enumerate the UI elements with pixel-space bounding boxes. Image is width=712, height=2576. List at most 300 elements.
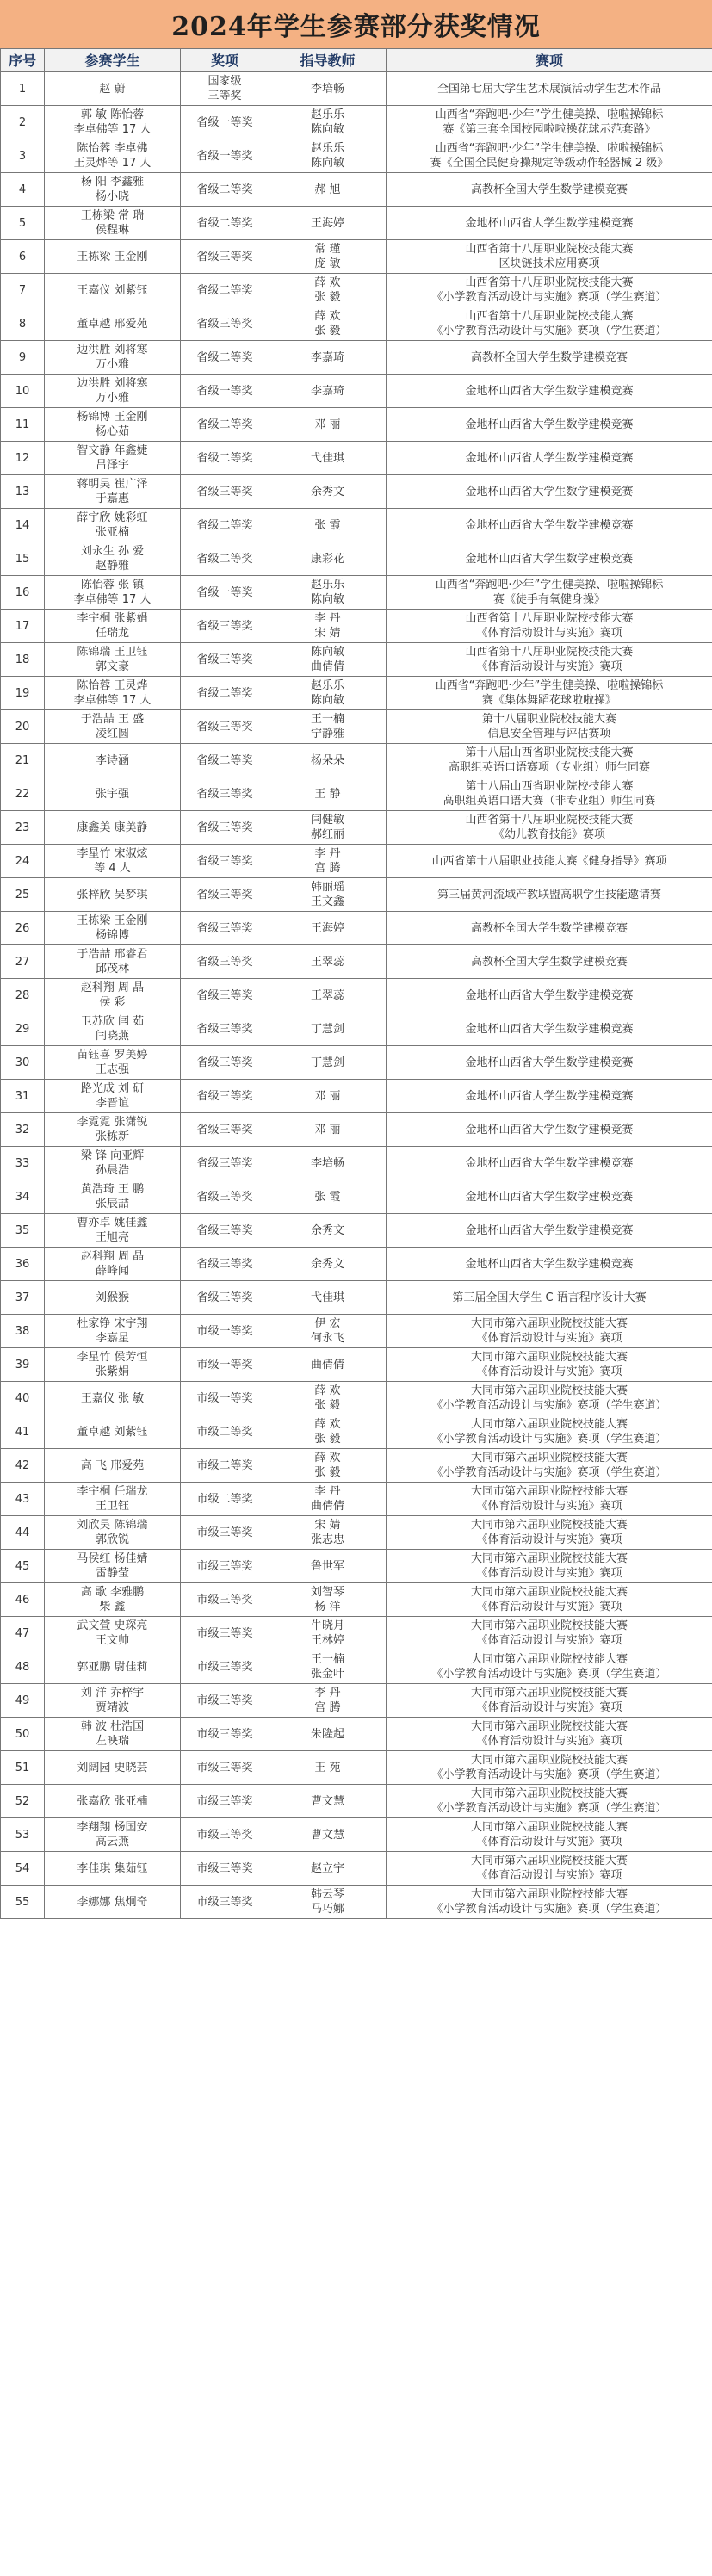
table-row xyxy=(1,307,712,341)
award-level-cell xyxy=(181,744,269,777)
event-name: 第十八届山西省职业院校技能大赛 xyxy=(465,746,634,759)
award-level: 省级二等奖 xyxy=(196,350,253,364)
teacher-name: 张金叶 xyxy=(310,1668,344,1681)
award-level: 省级二等奖 xyxy=(196,753,253,767)
event-name-cell xyxy=(387,610,712,643)
teacher-names-cell xyxy=(269,912,387,945)
teacher-name: 杨朵朵 xyxy=(310,753,344,767)
teacher-name: 赵乐乐 xyxy=(310,579,344,591)
teacher-names-cell xyxy=(269,979,387,1012)
student-names-cell xyxy=(45,1818,181,1852)
row-number: 38 xyxy=(1,1315,45,1348)
award-level: 省级三等奖 xyxy=(196,485,253,498)
student-name: 邱茂林 xyxy=(95,963,129,975)
table-row xyxy=(1,1012,712,1046)
table-row xyxy=(1,912,712,945)
event-name: 《小学教育活动设计与实施》赛项（学生赛道） xyxy=(431,1668,667,1681)
student-name: 张栋新 xyxy=(95,1130,129,1143)
event-name: 大同市第六届职业院校技能大赛 xyxy=(470,1586,628,1599)
award-level: 三等奖 xyxy=(207,90,242,102)
event-name-cell xyxy=(387,1248,712,1281)
row-number: 22 xyxy=(1,777,45,811)
event-name: 金地杯山西省大学生数学建模竞赛 xyxy=(465,988,634,1002)
teacher-name: 张 毅 xyxy=(314,1466,341,1479)
award-level-cell xyxy=(181,1147,269,1180)
event-name-cell xyxy=(387,475,712,509)
award-level-cell xyxy=(181,610,269,643)
event-name-cell xyxy=(387,1684,712,1718)
award-level: 省级三等奖 xyxy=(196,921,253,935)
event-name-cell xyxy=(387,240,712,274)
teacher-name: 王 苑 xyxy=(314,1761,341,1774)
award-level-cell xyxy=(181,845,269,878)
header-no: 序号 xyxy=(1,49,45,72)
award-level-cell xyxy=(181,240,269,274)
event-name-cell xyxy=(387,1382,712,1415)
award-level: 省级三等奖 xyxy=(196,1056,253,1069)
event-name: 大同市第六届职业院校技能大赛 xyxy=(470,1687,628,1700)
award-level: 省级三等奖 xyxy=(196,317,253,331)
event-name-cell xyxy=(387,1818,712,1852)
student-names-cell xyxy=(45,610,181,643)
event-name-cell xyxy=(387,710,712,744)
student-names-cell xyxy=(45,710,181,744)
student-name: 郭文豪 xyxy=(95,660,129,673)
table-row xyxy=(1,1113,712,1147)
award-level-cell xyxy=(181,1852,269,1886)
award-level-cell xyxy=(181,1415,269,1449)
teacher-name: 赵乐乐 xyxy=(310,679,344,692)
event-name: 《体育活动设计与实施》赛项 xyxy=(476,1601,622,1613)
event-name-cell xyxy=(387,1214,712,1248)
student-name: 陈锦瑞 王卫钰 xyxy=(77,646,148,659)
award-level: 省级三等奖 xyxy=(196,888,253,901)
table-row xyxy=(1,1214,712,1248)
teacher-name: 张 毅 xyxy=(314,1399,341,1412)
student-names-cell xyxy=(45,1449,181,1483)
student-names-cell xyxy=(45,1550,181,1583)
award-level: 国家级 xyxy=(207,75,242,88)
award-level: 省级二等奖 xyxy=(196,283,253,297)
event-name: 山西省第十八届职业院校技能大赛 xyxy=(465,243,634,256)
row-number: 3 xyxy=(1,139,45,173)
teacher-name: 丁慧剑 xyxy=(310,1056,344,1069)
teacher-names-cell xyxy=(269,475,387,509)
student-names-cell xyxy=(45,1080,181,1113)
award-level: 市级二等奖 xyxy=(196,1492,253,1506)
row-number: 4 xyxy=(1,173,45,207)
student-name: 侯程琳 xyxy=(95,224,129,237)
student-names-cell xyxy=(45,1214,181,1248)
award-level-cell xyxy=(181,1818,269,1852)
student-names-cell xyxy=(45,1012,181,1046)
student-name: 于嘉惠 xyxy=(95,492,129,505)
event-name: 第十八届山西省职业院校技能大赛 xyxy=(465,780,634,793)
student-names-cell xyxy=(45,1751,181,1785)
teacher-name: 闫健敏 xyxy=(310,814,344,827)
table-row xyxy=(1,610,712,643)
teacher-name: 王文鑫 xyxy=(310,895,344,908)
award-level-cell xyxy=(181,1751,269,1785)
award-level-cell xyxy=(181,307,269,341)
teacher-names-cell xyxy=(269,1382,387,1415)
teacher-names-cell xyxy=(269,542,387,576)
row-number: 32 xyxy=(1,1113,45,1147)
teacher-names-cell xyxy=(269,1348,387,1382)
student-name: 刘 洋 乔梓宇 xyxy=(80,1687,145,1700)
teacher-names-cell xyxy=(269,1214,387,1248)
teacher-names-cell xyxy=(269,1248,387,1281)
teacher-names-cell xyxy=(269,1785,387,1818)
event-name-cell xyxy=(387,408,712,442)
student-name: 智文静 年鑫婕 xyxy=(77,444,148,457)
event-name: 大同市第六届职业院校技能大赛 xyxy=(470,1619,628,1632)
student-names-cell xyxy=(45,1483,181,1516)
student-name: 高 飞 邢爱苑 xyxy=(80,1458,145,1472)
teacher-name: 朱隆起 xyxy=(310,1727,344,1741)
event-name-cell xyxy=(387,1852,712,1886)
award-level: 省级三等奖 xyxy=(196,1190,253,1204)
student-name: 赵 蔚 xyxy=(99,82,126,96)
student-name: 赵科翔 周 晶 xyxy=(80,981,145,994)
student-names-cell xyxy=(45,375,181,408)
row-number: 33 xyxy=(1,1147,45,1180)
row-number: 5 xyxy=(1,207,45,240)
student-name: 王栋梁 常 瑞 xyxy=(80,209,145,222)
award-level: 市级三等奖 xyxy=(196,1660,253,1674)
award-level: 市级三等奖 xyxy=(196,1694,253,1707)
student-name: 陈怡蓉 张 镇 xyxy=(80,579,145,591)
teacher-names-cell xyxy=(269,1617,387,1650)
teacher-name: 常 瑾 xyxy=(314,243,341,256)
event-name: 大同市第六届职业院校技能大赛 xyxy=(470,1552,628,1565)
teacher-name: 薛 欢 xyxy=(314,1384,341,1397)
event-name: 《体育活动设计与实施》赛项 xyxy=(476,1533,622,1546)
row-number: 42 xyxy=(1,1449,45,1483)
event-name: 高职组英语口语赛项（专业组）师生同赛 xyxy=(448,761,650,774)
event-name-cell xyxy=(387,677,712,710)
student-name: 郭亚鹏 尉佳莉 xyxy=(77,1660,148,1674)
event-name: 金地杯山西省大学生数学建模竞赛 xyxy=(465,1022,634,1036)
teacher-name: 张 霞 xyxy=(314,1190,341,1204)
event-name: 金地杯山西省大学生数学建模竞赛 xyxy=(465,552,634,566)
event-name-cell xyxy=(387,811,712,845)
student-name: 王灵烨等 17 人 xyxy=(73,157,152,170)
page-title: 2024年学生参赛部分获奖情况 xyxy=(0,0,712,49)
teacher-name: 宁静雅 xyxy=(310,728,344,740)
award-level-cell xyxy=(181,1080,269,1113)
award-level: 省级三等奖 xyxy=(196,988,253,1002)
event-name: 山西省第十八届职业院校技能大赛 xyxy=(465,276,634,289)
event-name: 《体育活动设计与实施》赛项 xyxy=(476,1567,622,1580)
student-names-cell xyxy=(45,845,181,878)
student-name: 边洪胜 刘将寒 xyxy=(77,344,148,356)
student-names-cell xyxy=(45,341,181,375)
student-name: 张辰喆 xyxy=(95,1198,129,1211)
event-name-cell xyxy=(387,72,712,106)
event-name: 金地杯山西省大学生数学建模竞赛 xyxy=(465,1056,634,1069)
table-row xyxy=(1,240,712,274)
award-level-cell xyxy=(181,1449,269,1483)
event-name: 《体育活动设计与实施》赛项 xyxy=(476,1735,622,1748)
student-name: 柴 鑫 xyxy=(99,1601,126,1613)
award-level: 省级三等奖 xyxy=(196,1223,253,1237)
table-row xyxy=(1,207,712,240)
student-name: 任瑞龙 xyxy=(95,627,129,640)
student-name: 陈怡蓉 王灵烨 xyxy=(77,679,148,692)
event-name-cell xyxy=(387,1516,712,1550)
event-name: 《体育活动设计与实施》赛项 xyxy=(476,627,622,640)
teacher-name: 曹文慧 xyxy=(310,1828,344,1842)
event-name-cell xyxy=(387,1483,712,1516)
event-name: 《体育活动设计与实施》赛项 xyxy=(476,1365,622,1378)
table-row xyxy=(1,139,712,173)
row-number: 1 xyxy=(1,72,45,106)
row-number: 36 xyxy=(1,1248,45,1281)
award-level: 省级二等奖 xyxy=(196,183,253,196)
award-level-cell xyxy=(181,341,269,375)
row-number: 17 xyxy=(1,610,45,643)
student-name: 梁 锋 向亚辉 xyxy=(80,1149,145,1162)
table-row xyxy=(1,845,712,878)
award-level-cell xyxy=(181,1886,269,1919)
table-row xyxy=(1,677,712,710)
student-name: 张嘉欣 张亚楠 xyxy=(77,1794,148,1808)
award-level: 市级三等奖 xyxy=(196,1794,253,1808)
event-name: 《小学教育活动设计与实施》赛项（学生赛道） xyxy=(431,1903,667,1916)
event-name: 《体育活动设计与实施》赛项 xyxy=(476,1634,622,1647)
table-row xyxy=(1,408,712,442)
award-level-cell xyxy=(181,1214,269,1248)
row-number: 52 xyxy=(1,1785,45,1818)
award-level-cell xyxy=(181,139,269,173)
student-names-cell xyxy=(45,878,181,912)
student-name: 张宇强 xyxy=(95,787,129,801)
student-name: 蒋明昊 崔广泽 xyxy=(77,478,148,491)
student-name: 李嘉星 xyxy=(95,1332,129,1345)
teacher-name: 宋 婧 xyxy=(314,1519,341,1532)
student-name: 曹亦卓 姚佳鑫 xyxy=(77,1217,148,1229)
teacher-names-cell xyxy=(269,677,387,710)
table-row xyxy=(1,1449,712,1483)
award-level-cell xyxy=(181,173,269,207)
student-names-cell xyxy=(45,1583,181,1617)
student-name: 闫晓燕 xyxy=(95,1030,129,1043)
table-row xyxy=(1,1046,712,1080)
award-level: 省级一等奖 xyxy=(196,115,253,129)
teacher-names-cell xyxy=(269,1315,387,1348)
student-name: 董卓越 邢爱苑 xyxy=(77,317,148,331)
event-name: 山西省“奔跑吧·少年”学生健美操、啦啦操锦标 xyxy=(435,108,664,121)
event-name-cell xyxy=(387,1012,712,1046)
teacher-name: 王海婷 xyxy=(310,921,344,935)
student-names-cell xyxy=(45,274,181,307)
row-number: 7 xyxy=(1,274,45,307)
event-name: 大同市第六届职业院校技能大赛 xyxy=(470,1754,628,1767)
table-row xyxy=(1,1180,712,1214)
award-level-cell xyxy=(181,1382,269,1415)
row-number: 19 xyxy=(1,677,45,710)
teacher-names-cell xyxy=(269,1684,387,1718)
event-name: 金地杯山西省大学生数学建模竞赛 xyxy=(465,1156,634,1170)
student-names-cell xyxy=(45,106,181,139)
event-name: 大同市第六届职业院校技能大赛 xyxy=(470,1787,628,1800)
event-name: 高职组英语口语大赛（非专业组）师生同赛 xyxy=(443,795,656,808)
event-name-cell xyxy=(387,1785,712,1818)
award-level: 省级三等奖 xyxy=(196,955,253,969)
student-name: 李卓佛等 17 人 xyxy=(73,593,152,606)
event-name: 金地杯山西省大学生数学建模竞赛 xyxy=(465,518,634,532)
student-name: 杜家铮 宋宇翔 xyxy=(77,1317,148,1330)
event-name: 赛《全国全民健身操规定等级动作轻器械 2 级》 xyxy=(430,157,669,170)
row-number: 12 xyxy=(1,442,45,475)
award-level: 省级三等奖 xyxy=(196,1156,253,1170)
student-names-cell xyxy=(45,1516,181,1550)
table-row xyxy=(1,173,712,207)
event-name: 金地杯山西省大学生数学建模竞赛 xyxy=(465,1190,634,1204)
table-row xyxy=(1,576,712,610)
header-award: 奖项 xyxy=(181,49,269,72)
award-level: 省级三等奖 xyxy=(196,720,253,734)
teacher-names-cell xyxy=(269,945,387,979)
student-names-cell xyxy=(45,542,181,576)
event-name: 《体育活动设计与实施》赛项 xyxy=(476,1332,622,1345)
teacher-name: 余秀文 xyxy=(310,1223,344,1237)
teacher-names-cell xyxy=(269,139,387,173)
award-level-cell xyxy=(181,1650,269,1684)
award-level: 省级三等奖 xyxy=(196,820,253,834)
teacher-names-cell xyxy=(269,341,387,375)
award-level-cell xyxy=(181,106,269,139)
teacher-names-cell xyxy=(269,1650,387,1684)
student-names-cell xyxy=(45,945,181,979)
event-name: 高教杯全国大学生数学建模竞赛 xyxy=(470,921,628,935)
student-name: 于浩喆 王 盛 xyxy=(80,713,145,726)
student-names-cell xyxy=(45,1315,181,1348)
award-level: 省级三等奖 xyxy=(196,787,253,801)
event-name-cell xyxy=(387,1281,712,1315)
table-row xyxy=(1,1248,712,1281)
teacher-name: 陈向敏 xyxy=(310,646,344,659)
teacher-name: 邓 丽 xyxy=(314,418,341,431)
event-name-cell xyxy=(387,1113,712,1147)
table-row xyxy=(1,979,712,1012)
student-name: 李晋谊 xyxy=(95,1097,129,1110)
student-name: 张亚楠 xyxy=(95,526,129,539)
award-level-cell xyxy=(181,72,269,106)
student-name: 万小雅 xyxy=(95,358,129,371)
teacher-names-cell xyxy=(269,1113,387,1147)
teacher-name: 曲倩倩 xyxy=(310,1500,344,1513)
event-name: 金地杯山西省大学生数学建模竞赛 xyxy=(465,451,634,465)
student-name: 李卓佛等 17 人 xyxy=(73,694,152,707)
teacher-name: 宋 婧 xyxy=(314,627,341,640)
student-name: 董卓越 刘紫钰 xyxy=(77,1425,148,1439)
teacher-name: 邓 丽 xyxy=(314,1123,341,1136)
table-row xyxy=(1,475,712,509)
event-name: 第三届黄河流域产教联盟高职学生技能邀请赛 xyxy=(436,888,661,901)
header-teacher: 指导教师 xyxy=(269,49,387,72)
event-name-cell xyxy=(387,744,712,777)
row-number: 49 xyxy=(1,1684,45,1718)
teacher-name: 薛 欢 xyxy=(314,1418,341,1431)
table-row xyxy=(1,72,712,106)
table-row xyxy=(1,1718,712,1751)
student-name: 张紫娟 xyxy=(95,1365,129,1378)
row-number: 15 xyxy=(1,542,45,576)
table-row xyxy=(1,1617,712,1650)
student-name: 杨 阳 李鑫雅 xyxy=(80,176,145,189)
teacher-name: 曹文慧 xyxy=(310,1794,344,1808)
award-level-cell xyxy=(181,1248,269,1281)
award-level: 省级一等奖 xyxy=(196,149,253,163)
student-names-cell xyxy=(45,509,181,542)
teacher-names-cell xyxy=(269,610,387,643)
student-name: 刘永生 孙 爱 xyxy=(80,545,145,558)
row-number: 55 xyxy=(1,1886,45,1919)
award-level-cell xyxy=(181,1046,269,1080)
teacher-name: 余秀文 xyxy=(310,1257,344,1271)
teacher-name: 弋佳琪 xyxy=(310,451,344,465)
award-level: 市级一等奖 xyxy=(196,1358,253,1372)
event-name: 《幼儿教育技能》赛项 xyxy=(492,828,605,841)
student-names-cell xyxy=(45,1886,181,1919)
row-number: 48 xyxy=(1,1650,45,1684)
row-number: 14 xyxy=(1,509,45,542)
award-level: 省级三等奖 xyxy=(196,250,253,263)
table-row xyxy=(1,643,712,677)
student-name: 陈怡蓉 李卓佛 xyxy=(77,142,148,155)
award-level: 市级三等奖 xyxy=(196,1593,253,1607)
award-level-cell xyxy=(181,1012,269,1046)
teacher-names-cell xyxy=(269,173,387,207)
award-level-cell xyxy=(181,207,269,240)
student-name: 杨锦博 xyxy=(95,929,129,942)
teacher-name: 李 丹 xyxy=(314,1687,341,1700)
award-level: 市级一等奖 xyxy=(196,1391,253,1405)
event-name-cell xyxy=(387,1315,712,1348)
event-name-cell xyxy=(387,1449,712,1483)
award-level: 市级三等奖 xyxy=(196,1828,253,1842)
event-name: 大同市第六届职业院校技能大赛 xyxy=(470,1888,628,1901)
row-number: 41 xyxy=(1,1415,45,1449)
award-level: 省级三等奖 xyxy=(196,1257,253,1271)
event-name-cell xyxy=(387,509,712,542)
teacher-name: 刘智琴 xyxy=(310,1586,344,1599)
event-name: 第三届全国大学生 C 语言程序设计大赛 xyxy=(452,1291,647,1304)
row-number: 18 xyxy=(1,643,45,677)
teacher-name: 陈向敏 xyxy=(310,157,344,170)
table-row xyxy=(1,106,712,139)
event-name-cell xyxy=(387,375,712,408)
teacher-names-cell xyxy=(269,1818,387,1852)
student-name: 李翔翔 杨国安 xyxy=(77,1821,148,1834)
student-names-cell xyxy=(45,643,181,677)
table-row xyxy=(1,744,712,777)
student-name: 李佳琪 集茹钰 xyxy=(77,1861,148,1875)
event-name-cell xyxy=(387,945,712,979)
event-name-cell xyxy=(387,878,712,912)
student-name: 薛宇欣 姚彩虹 xyxy=(77,511,148,524)
event-name: 金地杯山西省大学生数学建模竞赛 xyxy=(465,1089,634,1103)
table-row xyxy=(1,1147,712,1180)
event-name-cell xyxy=(387,1718,712,1751)
event-name: 《小学教育活动设计与实施》赛项（学生赛道） xyxy=(431,1768,667,1781)
teacher-name: 杨 洋 xyxy=(314,1601,341,1613)
teacher-names-cell xyxy=(269,1483,387,1516)
student-name: 赵科翔 周 晶 xyxy=(80,1250,145,1263)
event-name-cell xyxy=(387,777,712,811)
